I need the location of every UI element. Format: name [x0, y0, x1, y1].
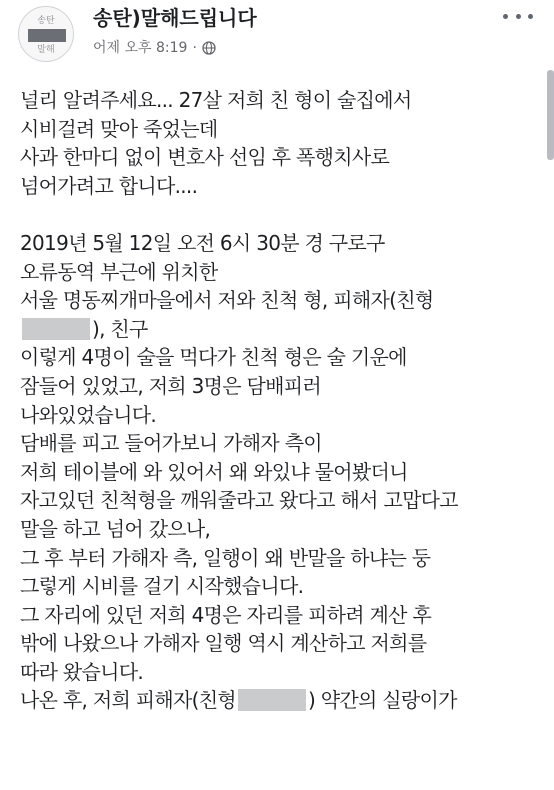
body-line: 넘어가려고 합니다....: [20, 173, 198, 198]
avatar-text-bottom: 말해: [37, 45, 55, 55]
body-line: 나와있었습니다.: [20, 402, 156, 427]
meta-separator: ·: [192, 40, 197, 56]
body-line-redacted: [20, 315, 548, 344]
body-line: 따라 왔습니다.: [20, 659, 144, 684]
avatar-redaction: [28, 29, 66, 42]
post-body: [20, 86, 548, 715]
body-line: 서울 명동찌개마을에서 저와 친척 형, 피해자(친형: [20, 288, 434, 313]
more-options-button[interactable]: [503, 6, 533, 26]
body-line: 그렇게 시비를 걸기 시작했습니다.: [20, 574, 304, 599]
paragraph-gap: [20, 200, 548, 229]
last-line-suffix: ) 약간의 실랑이가: [307, 688, 457, 713]
page-avatar[interactable]: [18, 6, 74, 62]
body-line-redacted: [20, 686, 548, 715]
post-header: [0, 0, 554, 72]
body-line: 오류동역 부근에 위치한: [20, 259, 218, 284]
more-dot: [516, 14, 521, 19]
globe-icon: [202, 41, 216, 55]
body-line: 저희 테이블에 와 있어서 왜 와있냐 물어봤더니: [20, 459, 408, 484]
body-line: 자고있던 친척형을 깨워줄라고 왔다고 해서 고맙다고: [20, 488, 458, 513]
post-timestamp[interactable]: 어제 오후 8:19: [93, 40, 188, 56]
redacted-line-suffix: ), 친구: [92, 316, 148, 341]
redacted-name: [22, 318, 90, 340]
body-line: 밖에 나왔으나 가해자 일행 역시 계산하고 저희를: [20, 631, 427, 656]
body-line: 그 자리에 있던 저희 4명은 자리를 피하려 계산 후: [20, 602, 432, 627]
page-name-link[interactable]: 송탄)말해드립니다: [93, 6, 257, 30]
last-line-prefix: 나온 후, 저희 피해자(친형: [20, 688, 236, 713]
scrollbar-thumb[interactable]: [547, 70, 554, 160]
body-line: 그 후 부터 가해자 측, 일행이 왜 반말을 하냐는 둥: [20, 545, 431, 570]
more-horizontal-icon: [503, 14, 508, 19]
body-line: 사과 한마디 없이 변호사 선임 후 폭행치사로: [20, 145, 390, 170]
body-line: 널리 알려주세요... 27살 저희 친 형이 술집에서: [20, 88, 412, 112]
avatar-text-top: 송탄: [37, 16, 55, 26]
body-line: 말을 하고 넘어 갔으나,: [20, 516, 211, 541]
more-dot: [528, 14, 533, 19]
body-line: 잠들어 있었고, 저희 3명은 담배피러: [20, 373, 321, 398]
redacted-name: [238, 689, 306, 711]
body-line: 시비걸려 맞아 죽었는데: [20, 116, 218, 141]
body-line: 2019년 5월 12일 오전 6시 30분 경 구로구: [20, 230, 385, 255]
post-meta: [93, 38, 216, 58]
body-line: 이렇게 4명이 술을 먹다가 친척 형은 술 기운에: [20, 345, 407, 370]
body-line: 담배를 피고 들어가보니 가해자 측이: [20, 431, 322, 456]
